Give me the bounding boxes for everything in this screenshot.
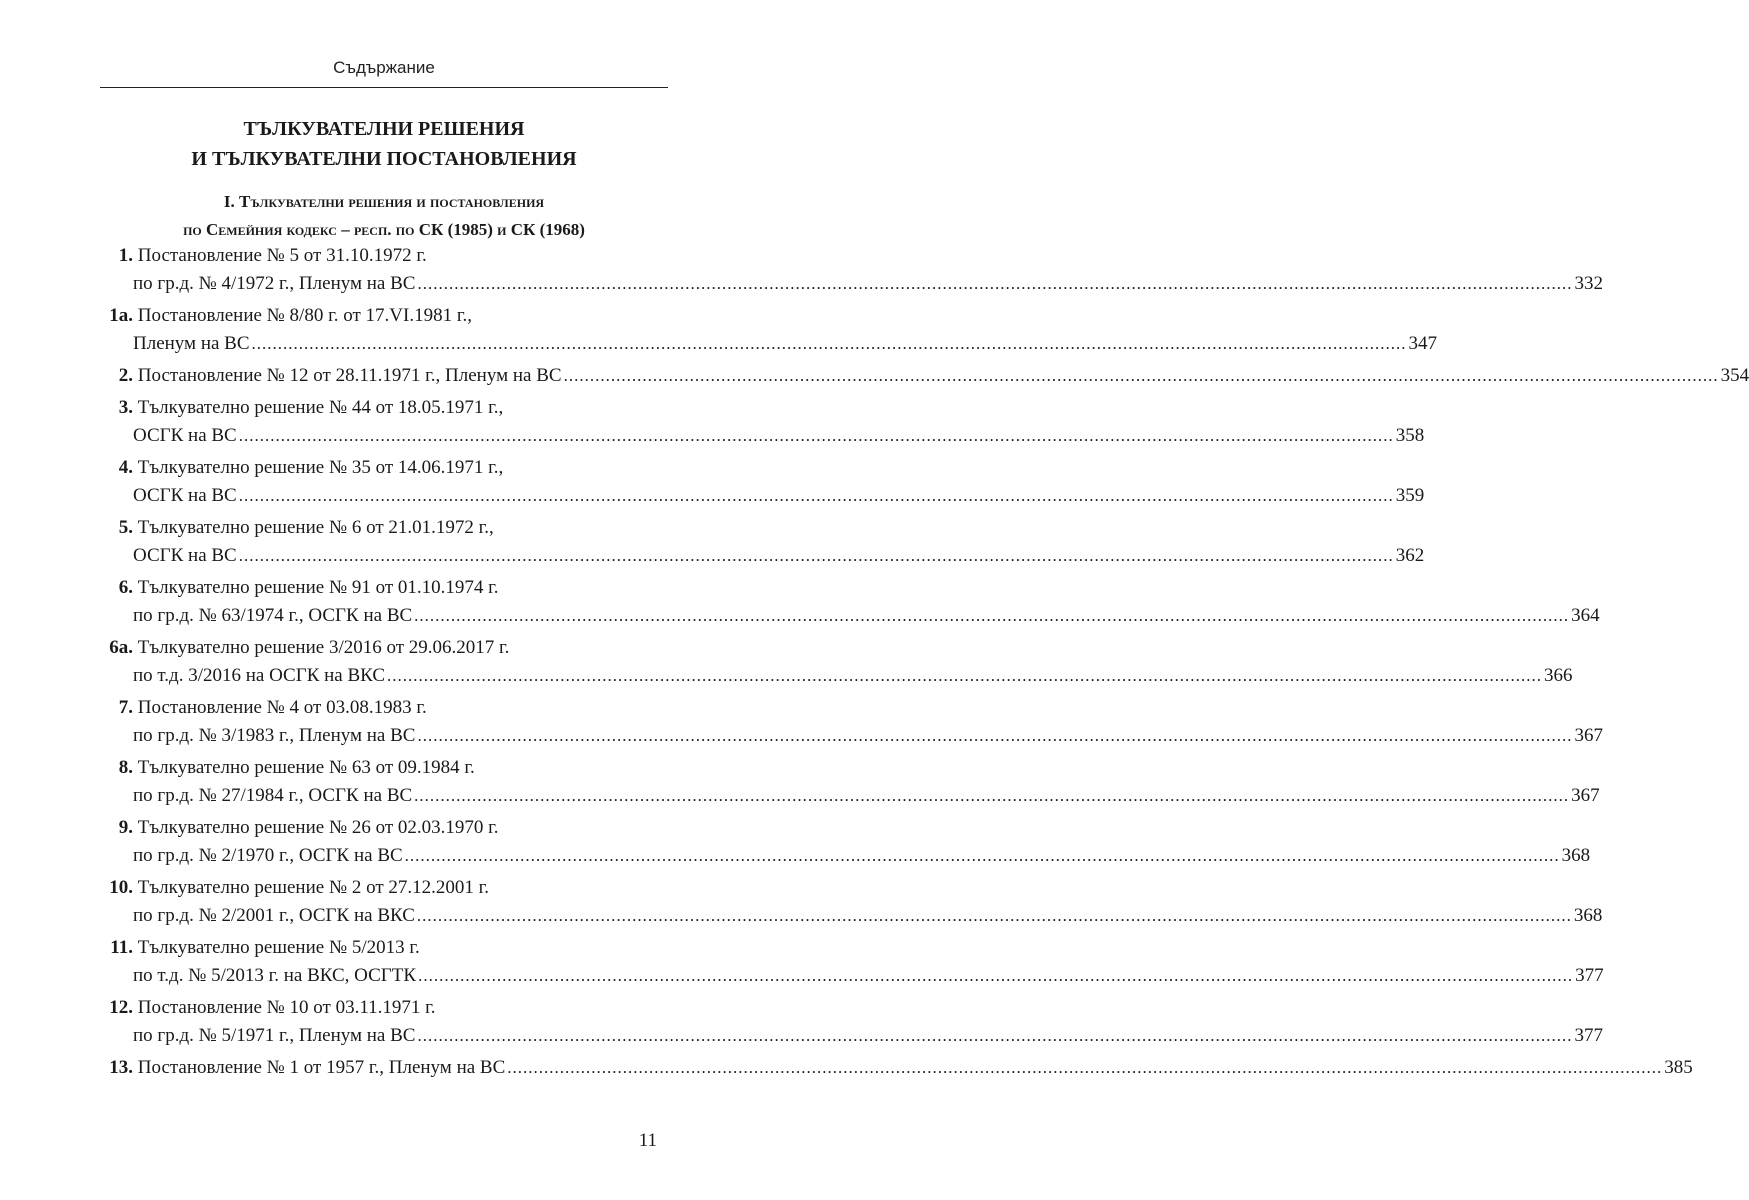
toc-entry-line — [100, 842, 1591, 870]
toc-entry-text: ОСГК на ВС — [133, 425, 237, 446]
toc-entry-line — [100, 602, 1600, 630]
toc-entry-number: 1а. — [109, 305, 133, 326]
toc-entry[interactable] — [100, 514, 1425, 570]
toc-entry-line — [100, 482, 1425, 510]
toc-entry-number: 2. — [118, 365, 133, 386]
dot-leader: ............................................................................................................................................................................................................................ — [507, 1058, 1663, 1077]
section-heading-line: I. Тълкувателни решения и постановления — [223, 192, 545, 211]
toc-entry[interactable] — [100, 934, 1604, 990]
toc-entry-line — [100, 242, 668, 270]
toc-entry-text: Тълкувателно решение № 6 от 21.01.1972 г., — [137, 517, 494, 538]
dot-leader: ............................................................................................................................................................................................................................ — [251, 334, 1407, 353]
toc-entry-number: 3. — [118, 397, 133, 418]
toc-entry-text: Постановление № 10 от 03.11.1971 г. — [137, 997, 436, 1018]
toc-entry-number: 4. — [118, 457, 133, 478]
toc-entry-text: по гр.д. № 27/1984 г., ОСГК на ВС — [133, 785, 413, 806]
toc-entry-line — [100, 722, 1603, 750]
toc-page-number: 354 — [1720, 365, 1749, 386]
dot-leader: ............................................................................................................................................................................................................................ — [563, 366, 1719, 385]
toc-entry-line — [100, 902, 1603, 930]
dot-leader: ............................................................................................................................................................................................................................ — [238, 546, 1394, 565]
toc-entry[interactable] — [100, 814, 1591, 870]
toc-entry[interactable] — [100, 1054, 1693, 1082]
toc-entry-text: по гр.д. № 4/1972 г., Пленум на ВС — [133, 273, 416, 294]
toc-entry-number: 9. — [118, 817, 133, 838]
toc-page-number: 377 — [1575, 965, 1604, 986]
toc-entry-line — [100, 662, 1573, 690]
toc-entry-line — [100, 962, 1604, 990]
toc-entry-number: 11. — [110, 937, 133, 958]
toc-entry-number: 6. — [118, 577, 133, 598]
toc-entry[interactable] — [100, 574, 1600, 630]
toc-page-number: 367 — [1574, 725, 1603, 746]
toc-entry-text: по гр.д. № 63/1974 г., ОСГК на ВС — [133, 605, 413, 626]
toc-entry-text: Тълкувателно решение № 2 от 27.12.2001 г. — [137, 877, 490, 898]
toc-entry-line — [100, 574, 668, 602]
toc-entry-text: ОСГК на ВС — [133, 485, 237, 506]
toc-page-number: 362 — [1395, 545, 1425, 566]
section-heading-line: по Семейния кодекс – респ. по СК (1985) и СК (1968) — [183, 220, 585, 239]
toc-page-number: 367 — [1571, 785, 1600, 806]
toc-entry-text: Тълкувателно решение 3/2016 от 29.06.2017 г. — [137, 637, 510, 658]
toc-page-number: 347 — [1408, 333, 1438, 354]
toc-entry-line — [100, 362, 1749, 390]
toc-entry-line — [100, 330, 1438, 358]
toc-entry-text: Постановление № 8/80 г. от 17.VI.1981 г., — [137, 305, 472, 326]
dot-leader: ............................................................................................................................................................................................................................ — [417, 1026, 1573, 1045]
toc-entry-text: по гр.д. № 5/1971 г., Пленум на ВС — [133, 1025, 416, 1046]
dot-leader: ............................................................................................................................................................................................................................ — [404, 846, 1560, 865]
toc-entry-text: по гр.д. № 2/2001 г., ОСГК на ВКС — [133, 905, 415, 926]
dot-leader: ............................................................................................................................................................................................................................ — [238, 426, 1394, 445]
toc-entry[interactable] — [100, 634, 1573, 690]
toc-entry-text: Тълкувателно решение № 44 от 18.05.1971 г., — [137, 397, 504, 418]
toc-entry-text: ОСГК на ВС — [133, 545, 237, 566]
toc-entry-line — [100, 422, 1425, 450]
toc-entry-line — [100, 934, 668, 962]
dot-leader: ............................................................................................................................................................................................................................ — [418, 966, 1574, 985]
toc-page-number: 364 — [1571, 605, 1600, 626]
toc-page-number: 368 — [1561, 845, 1591, 866]
toc-entry[interactable] — [100, 994, 1603, 1050]
toc-entry-number: 6а. — [109, 637, 133, 658]
toc-entry-text: по т.д. 3/2016 на ОСГК на ВКС — [133, 665, 386, 686]
toc-entry-line — [100, 754, 668, 782]
toc-entry[interactable] — [100, 394, 1425, 450]
toc-entry-line — [100, 634, 668, 662]
table-of-contents — [100, 242, 1749, 1086]
dot-leader: ............................................................................................................................................................................................................................ — [414, 606, 1570, 625]
toc-entry-text: Постановление № 12 от 28.11.1971 г., Пленум на ВС — [137, 365, 562, 386]
toc-page-number: 358 — [1395, 425, 1425, 446]
title-line: И ТЪЛКУВАТЕЛНИ ПОСТАНОВЛЕНИЯ — [191, 148, 577, 170]
toc-entry-number: 7. — [118, 697, 133, 718]
toc-entry-number: 13. — [109, 1057, 133, 1078]
toc-entry-text: по гр.д. № 3/1983 г., Пленум на ВС — [133, 725, 416, 746]
toc-entry-text: Тълкувателно решение № 26 от 02.03.1970 г. — [137, 817, 499, 838]
toc-entry-number: 10. — [109, 877, 133, 898]
toc-entry[interactable] — [100, 302, 1438, 358]
toc-entry-line — [100, 994, 668, 1022]
toc-entry-text: Тълкувателно решение № 91 от 01.10.1974 г. — [137, 577, 499, 598]
page-number: 11 — [638, 1130, 657, 1151]
toc-entry-line — [100, 694, 668, 722]
toc-entry-text: по т.д. № 5/2013 г. на ВКС, ОСГТК — [133, 965, 417, 986]
toc-entry-line — [100, 454, 668, 482]
page-title — [100, 114, 668, 174]
toc-entry-line — [100, 874, 668, 902]
toc-entry[interactable] — [100, 454, 1425, 510]
toc-entry-line — [100, 270, 1603, 298]
toc-entry-line — [100, 782, 1600, 810]
toc-entry-text: Тълкувателно решение № 63 от 09.1984 г. — [137, 757, 475, 778]
header-rule — [100, 87, 668, 88]
title-line: ТЪЛКУВАТЕЛНИ РЕШЕНИЯ — [243, 118, 525, 140]
dot-leader: ............................................................................................................................................................................................................................ — [417, 726, 1573, 745]
section-heading — [100, 188, 668, 244]
toc-entry-number: 12. — [109, 997, 133, 1018]
dot-leader: ............................................................................................................................................................................................................................ — [238, 486, 1394, 505]
toc-entry-text: Постановление № 1 от 1957 г., Пленум на ВС — [137, 1057, 506, 1078]
toc-entry-text: Тълкувателно решение № 35 от 14.06.1971 г., — [137, 457, 504, 478]
toc-entry[interactable] — [100, 362, 1749, 390]
toc-page-number: 332 — [1574, 273, 1603, 294]
dot-leader: ............................................................................................................................................................................................................................ — [387, 666, 1543, 685]
toc-entry[interactable] — [100, 754, 1600, 810]
running-head: Съдържание — [333, 58, 435, 77]
toc-entry-line — [100, 1054, 1693, 1082]
toc-entry-line — [100, 394, 668, 422]
toc-entry[interactable] — [100, 694, 1603, 750]
dot-leader: ............................................................................................................................................................................................................................ — [414, 786, 1570, 805]
toc-page-number: 366 — [1544, 665, 1573, 686]
toc-entry-text: Пленум на ВС — [133, 333, 250, 354]
toc-page-number: 359 — [1395, 485, 1425, 506]
toc-entry[interactable] — [100, 874, 1603, 930]
toc-page-number: 368 — [1573, 905, 1603, 926]
toc-page-number: 377 — [1574, 1025, 1603, 1046]
dot-leader: ............................................................................................................................................................................................................................ — [416, 906, 1572, 925]
toc-entry-text: Постановление № 5 от 31.10.1972 г. — [137, 245, 427, 266]
dot-leader: ............................................................................................................................................................................................................................ — [417, 274, 1573, 293]
toc-entry-number: 1. — [118, 245, 133, 266]
toc-entry-text: Тълкувателно решение № 5/2013 г. — [137, 937, 420, 958]
toc-entry[interactable] — [100, 242, 1603, 298]
toc-entry-line — [100, 302, 668, 330]
toc-entry-line — [100, 542, 1425, 570]
toc-entry-text: Постановление № 4 от 03.08.1983 г. — [137, 697, 427, 718]
toc-entry-number: 5. — [118, 517, 133, 538]
toc-entry-text: по гр.д. № 2/1970 г., ОСГК на ВС — [133, 845, 403, 866]
toc-entry-line — [100, 1022, 1603, 1050]
toc-page-number: 385 — [1664, 1057, 1693, 1078]
toc-entry-line — [100, 814, 668, 842]
toc-entry-number: 8. — [118, 757, 133, 778]
toc-entry-line — [100, 514, 668, 542]
